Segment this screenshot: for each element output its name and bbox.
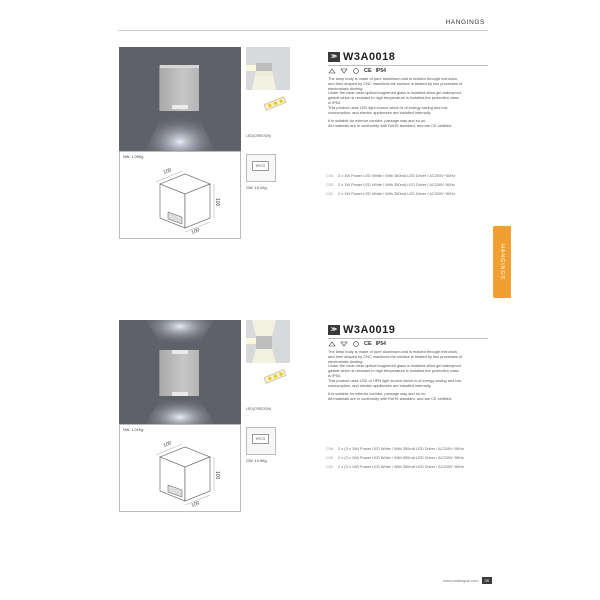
class-icon — [328, 341, 336, 347]
product-description — [328, 77, 492, 129]
footer-url[interactable]: www.catalogue.com — [443, 578, 479, 583]
product-photo — [119, 47, 241, 151]
desc-line: is IP54. — [328, 372, 341, 378]
technical-drawing — [119, 151, 241, 239]
ip-box-text: IP/C3 — [252, 161, 269, 171]
desc-line: Under the clear clear optical toughened glass is installed silica gel waterproof — [328, 90, 461, 96]
installed-thumbnail — [246, 47, 290, 90]
technical-drawing — [119, 424, 241, 512]
class-icon — [328, 68, 336, 74]
ce-mark: CE — [364, 341, 372, 347]
spec-row: C06 2 x 1W Power LED White / With 350mA LED Driver / AC200V~50Hz — [326, 173, 456, 178]
luminaire-cube-graphic — [159, 350, 199, 396]
product-title-row — [328, 51, 395, 63]
desc-line: and then shaped by CNC machines.the surface is treated by two processes of — [328, 80, 463, 86]
desc-line: gasket which is resistant to high temperature is installed,the protection class — [328, 95, 459, 101]
desc-line: and then shaped by CNC machines.the surface is treated by two processes of — [328, 353, 463, 359]
dim-bottom: 100 — [190, 500, 201, 509]
page-number: 05 — [482, 577, 492, 584]
chevron-icon: ≫ — [328, 325, 340, 335]
led-module-image — [246, 92, 290, 128]
product-description — [328, 350, 492, 402]
desc-line: consumption, and electric appliances are installed internally. — [328, 382, 432, 388]
side-tab-label: HANGINGS — [499, 244, 505, 280]
isometric-drawing — [150, 435, 220, 509]
dim-side: 100 — [214, 471, 220, 480]
led-module-label: LED(CREE/ON) — [246, 407, 272, 411]
desc-line: This product uses LED light source which is of energy saving and low — [328, 104, 448, 110]
f-mark-icon — [340, 341, 348, 347]
usage-line: It is suitable for exterior corridor, passage way and so on. — [328, 118, 427, 124]
luminaire-cube-graphic — [159, 65, 199, 111]
product-code: W3A0019 — [343, 324, 396, 336]
header-section-title: HANGINGS — [445, 19, 485, 26]
chevron-icon: ≫ — [328, 52, 340, 62]
product-block — [0, 40, 600, 290]
dim-bottom: 100 — [190, 227, 201, 236]
desc-line: electrostatic dusting. — [328, 85, 364, 91]
spec-row: C02 2 x (3 x 1W) Power LED White / With 350mA LED Driver / AC200V~50Hz — [326, 464, 464, 469]
circle-mark-icon — [352, 341, 360, 347]
ip-box-text: IP/C3 — [252, 434, 269, 444]
usage-line: All materials are in conformity with RoHS standard, and are CE certified. — [328, 123, 453, 129]
product-code: W3A0018 — [343, 51, 396, 63]
title-rule — [328, 338, 488, 339]
desc-line: Under the clear clear optical toughened glass is installed silica gel waterproof — [328, 363, 461, 369]
title-rule — [328, 65, 488, 66]
led-module-label: LED(CREE/ON) — [246, 134, 272, 138]
spec-row: C05 2 x 1W Power LED White / With 350mA LED Driver / AC230V~50Hz — [326, 182, 456, 187]
dim-top: 100 — [162, 440, 173, 449]
ip-box-image — [246, 427, 276, 455]
spec-list — [326, 444, 496, 471]
header-rule — [118, 30, 488, 31]
isometric-drawing — [150, 162, 220, 236]
product-title-row — [328, 324, 395, 336]
desc-line: The lamp body is made of pure aluminium and is molded through extrusion, — [328, 76, 458, 81]
thumb-light-graphic — [246, 47, 290, 90]
desc-line: gasket which is resistant to high temperature is installed,the protection class — [328, 368, 459, 374]
led-module-image — [246, 365, 290, 401]
spec-row: C05 2 x (3 x 1W) Power LED White / With 350mA LED Driver / AC230V~50Hz — [326, 455, 464, 460]
net-weight: NW: 1.01Kg — [123, 428, 144, 432]
desc-line: This product uses LED or HPN light source which is of energy saving and low — [328, 377, 462, 383]
thumb-light-graphic — [246, 320, 290, 363]
product-block — [0, 313, 600, 563]
f-mark-icon — [340, 68, 348, 74]
spec-list — [326, 171, 496, 198]
desc-line: is IP54. — [328, 99, 341, 105]
gross-weight: GW: 15.1Kg — [246, 186, 267, 190]
net-weight: NW: 1.05Kg — [123, 155, 144, 159]
product-photo — [119, 320, 241, 424]
dim-top: 100 — [162, 167, 173, 176]
page-footer — [443, 577, 492, 584]
certification-icons — [328, 341, 386, 347]
certification-icons — [328, 68, 386, 74]
ce-mark: CE — [364, 68, 372, 74]
usage-line: All materials are in conformity with RoHS standard, and are CE certified. — [328, 396, 453, 402]
ip-rating: IP54 — [375, 341, 386, 347]
installed-thumbnail — [246, 320, 290, 363]
desc-line: consumption, and electric appliances are installed internally. — [328, 109, 432, 115]
gross-weight: GW: 10.9Kg — [246, 459, 267, 463]
spec-row: C02 2 x 1W Power LED White / With 350mA LED Driver / AC200V~50Hz — [326, 191, 456, 196]
usage-line: It is suitable for exterior corridor, passage way and so on. — [328, 391, 427, 397]
desc-line: The lamp body is made of pure aluminium and is molded through extrusion, — [328, 349, 458, 354]
circle-mark-icon — [352, 68, 360, 74]
ip-rating: IP54 — [375, 68, 386, 74]
desc-line: electrostatic dusting. — [328, 358, 364, 364]
ip-box-image — [246, 154, 276, 182]
dim-side: 100 — [214, 198, 220, 207]
spec-row: C06 2 x (3 x 1W) Power LED White / With 350mA LED Driver / AC200V~50Hz — [326, 446, 464, 451]
